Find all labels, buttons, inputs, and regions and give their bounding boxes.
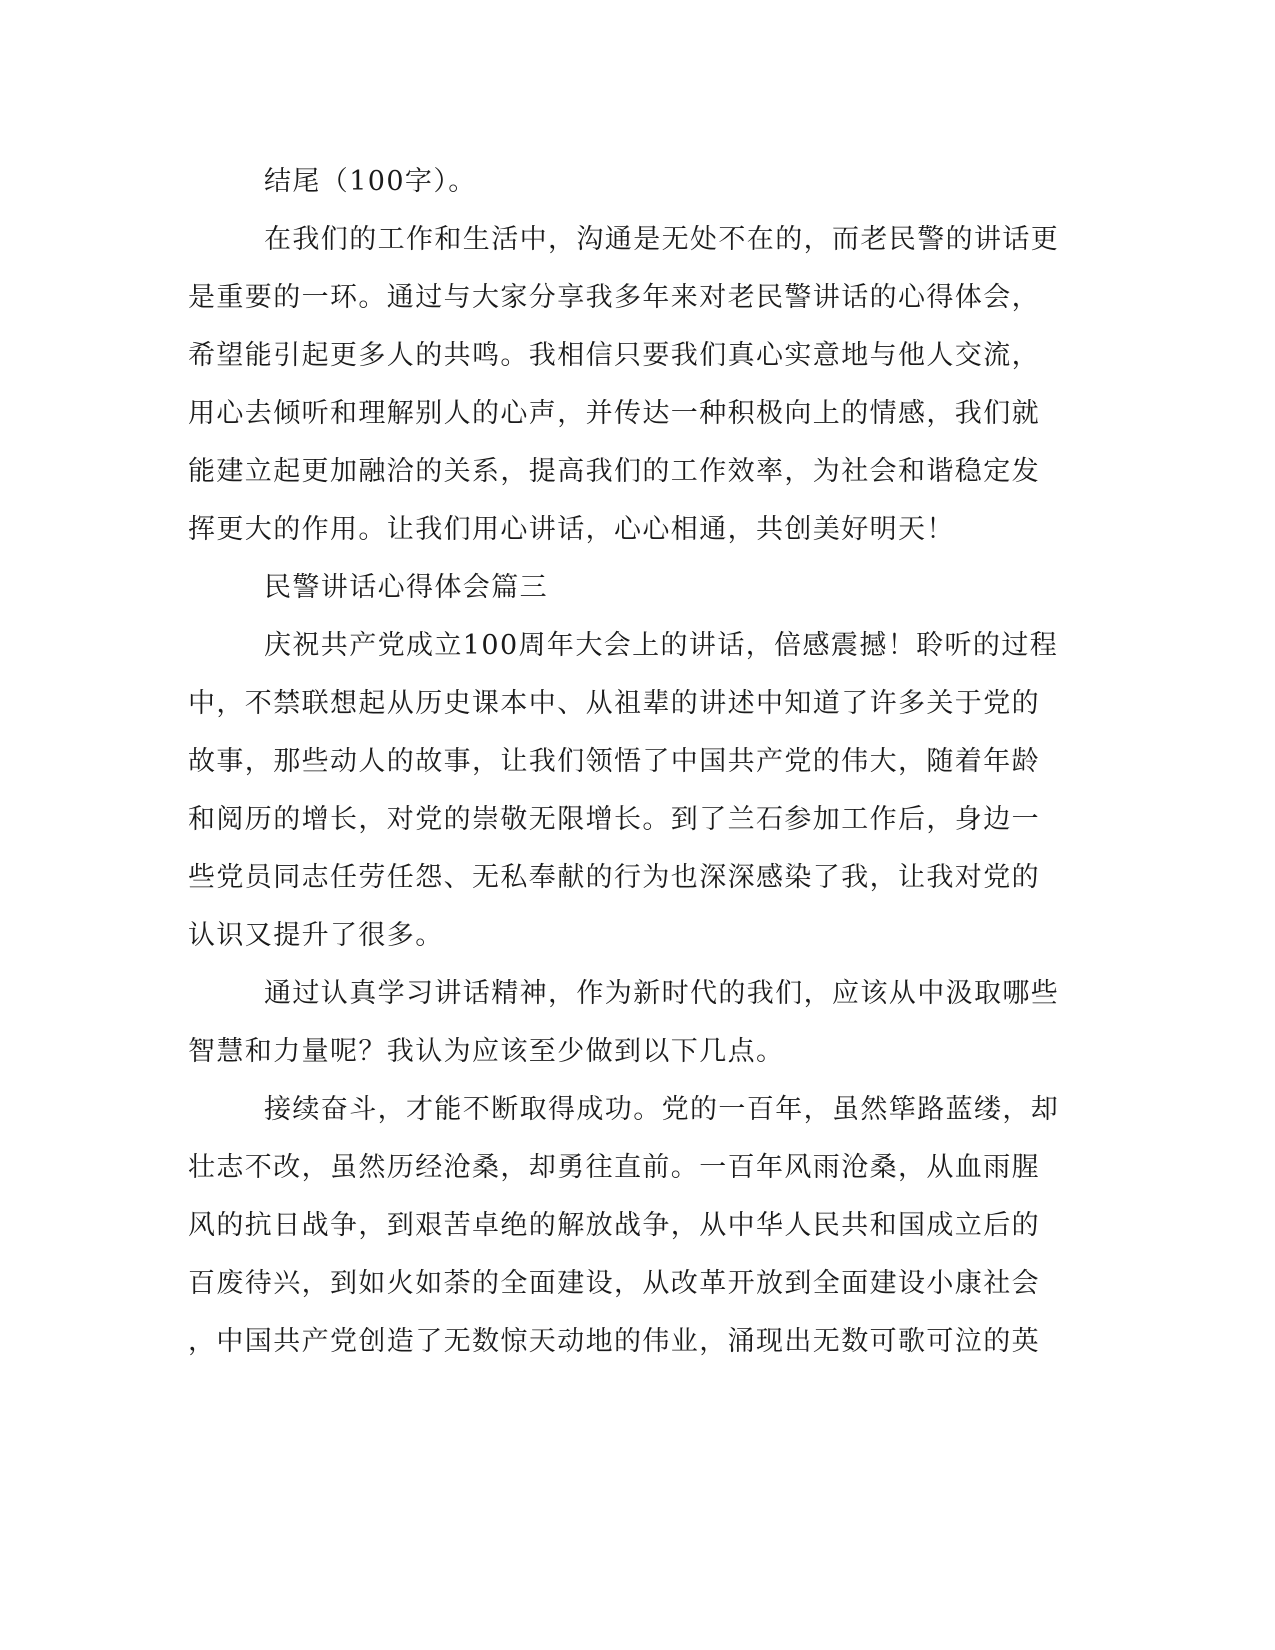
paragraph-line: 能建立起更加融洽的关系，提高我们的工作效率，为社会和谐稳定发 <box>188 456 1040 487</box>
paragraph-line: 中，不禁联想起从历史课本中、从祖辈的讲述中知道了许多关于党的 <box>188 688 1040 719</box>
paragraph-line: 通过认真学习讲话精神，作为新时代的我们，应该从中汲取哪些 <box>264 978 1060 1009</box>
paragraph-line: 是重要的一环。通过与大家分享我多年来对老民警讲话的心得体会， <box>188 282 1040 313</box>
section-heading: 民警讲话心得体会篇三 <box>264 572 548 603</box>
closing-section-label: 结尾（100字）。 <box>264 166 477 197</box>
paragraph-line: 希望能引起更多人的共鸣。我相信只要我们真心实意地与他人交流， <box>188 340 1040 371</box>
paragraph-line: 和阅历的增长，对党的崇敬无限增长。到了兰石参加工作后，身边一 <box>188 804 1040 835</box>
paragraph-line: 智慧和力量呢？我认为应该至少做到以下几点。 <box>188 1036 785 1067</box>
paragraph-line: 在我们的工作和生活中，沟通是无处不在的，而老民警的讲话更 <box>264 224 1060 255</box>
paragraph-line: 挥更大的作用。让我们用心讲话，心心相通，共创美好明天！ <box>188 514 955 545</box>
paragraph-line: 壮志不改，虽然历经沧桑，却勇往直前。一百年风雨沧桑，从血雨腥 <box>188 1152 1040 1183</box>
paragraph-line: 风的抗日战争，到艰苦卓绝的解放战争，从中华人民共和国成立后的 <box>188 1210 1040 1241</box>
paragraph-line: 故事，那些动人的故事，让我们领悟了中国共产党的伟大，随着年龄 <box>188 746 1040 777</box>
paragraph-line: 百废待兴，到如火如荼的全面建设，从改革开放到全面建设小康社会 <box>188 1268 1040 1299</box>
paragraph-line: 庆祝共产党成立100周年大会上的讲话，倍感震撼！聆听的过程 <box>264 630 1059 661</box>
paragraph-line: ，中国共产党创造了无数惊天动地的伟业，涌现出无数可歌可泣的英 <box>188 1326 1040 1357</box>
paragraph-line: 接续奋斗，才能不断取得成功。党的一百年，虽然筚路蓝缕，却 <box>264 1094 1060 1125</box>
paragraph-line: 些党员同志任劳任怨、无私奉献的行为也深深感染了我，让我对党的 <box>188 862 1040 893</box>
paragraph-line: 认识又提升了很多。 <box>188 920 444 951</box>
paragraph-line: 用心去倾听和理解别人的心声，并传达一种积极向上的情感，我们就 <box>188 398 1040 429</box>
